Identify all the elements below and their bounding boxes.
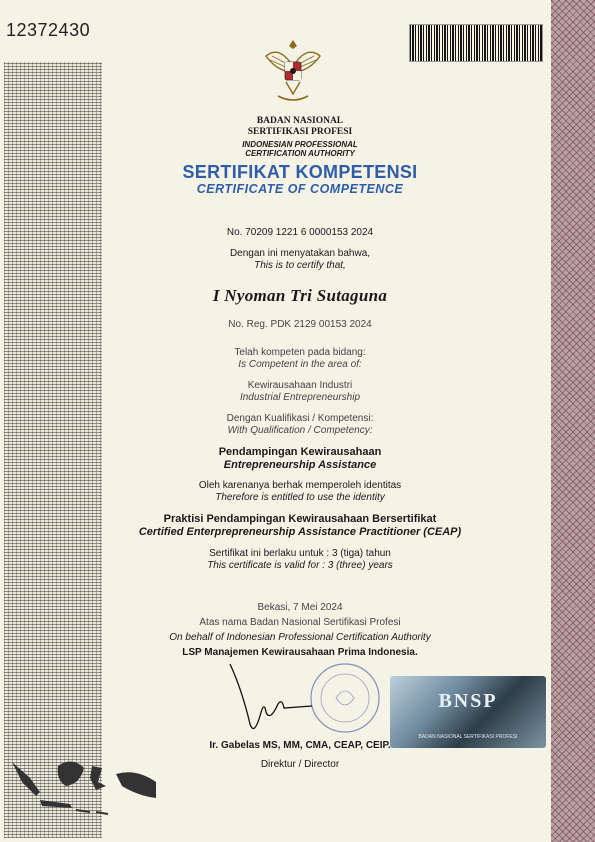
certify-text: Dengan ini menyatakan bahwa, — [229, 248, 371, 259]
garuda-emblem-icon — [262, 36, 324, 108]
agency-line-1: BADAN NASIONAL — [256, 116, 344, 126]
agency-line-2: SERTIFIKASI PROFESI — [247, 127, 353, 137]
validity-text: Sertifikat ini berlaku untuk : 3 (tiga) tahun — [209, 548, 391, 559]
certificate-title-en: CERTIFICATE OF COMPETENCE — [196, 182, 404, 196]
indonesia-map-icon — [10, 752, 160, 822]
hologram-text: BNSP — [438, 690, 498, 712]
lsp-name: LSP Manajemen Kewirausahaan Prima Indonesia. — [182, 647, 418, 658]
certificate-title: SERTIFIKAT KOMPETENSI — [182, 162, 418, 182]
director-signature-icon — [220, 660, 320, 740]
agency-name-en — [110, 140, 490, 158]
agency-name — [110, 116, 490, 138]
security-pattern-right — [551, 0, 595, 842]
identity-title: Praktisi Pendampingan Kewirausahaan Bersertifikat — [163, 513, 437, 525]
place-date: Bekasi, 7 Mei 2024 — [257, 602, 343, 613]
registration-number: No. Reg. PDK 2129 00153 2024 — [228, 319, 372, 330]
agency-en-line-2: CERTIFICATION AUTHORITY — [245, 149, 355, 158]
qualification: Pendampingan Kewirausahaan — [218, 446, 382, 458]
identity-title-en: Certified Enterprepreneurship Assistance Practitioner (CEAP) — [138, 526, 462, 538]
competent-label: Telah kompeten pada bidang: — [234, 347, 366, 358]
validity-text-en: This certificate is valid for : 3 (three) years — [207, 560, 393, 571]
certificate-number: No. 70209 1221 6 0000153 2024 — [226, 227, 374, 238]
competency-field-en: Industrial Entrepreneurship — [239, 392, 361, 403]
recipient-name: I Nyoman Tri Sutaguna — [212, 286, 388, 305]
competent-label-en: Is Competent in the area of: — [238, 359, 362, 370]
qualification-label: Dengan Kualifikasi / Kompetensi: — [226, 413, 374, 424]
hologram-subtext: BADAN NASIONAL SERTIFIKASI PROFESI — [418, 734, 518, 740]
competency-field: Kewirausahaan Industri — [247, 380, 353, 391]
certify-text-en: This is to certify that, — [254, 260, 346, 271]
qualification-en: Entrepreneurship Assistance — [223, 459, 377, 471]
security-pattern-left — [4, 62, 102, 838]
qualification-label-en: With Qualification / Competency: — [227, 425, 373, 436]
identity-label-en: Therefore is entitled to use the identity — [215, 492, 385, 503]
behalf-text: Atas nama Badan Nasional Sertifikasi Profesi — [199, 617, 401, 628]
serial-number: 12372430 — [6, 20, 91, 40]
behalf-text-en: On behalf of Indonesian Professional Certification Authority — [169, 632, 431, 643]
director-title: Direktur / Director — [260, 759, 340, 770]
identity-label: Oleh karenanya berhak memperoleh identitas — [198, 480, 402, 491]
barcode — [409, 24, 543, 62]
director-name: Ir. Gabelas MS, MM, CMA, CEAP, CEIP. — [209, 740, 391, 751]
agency-en-line-1: INDONESIAN PROFESSIONAL — [242, 140, 358, 149]
